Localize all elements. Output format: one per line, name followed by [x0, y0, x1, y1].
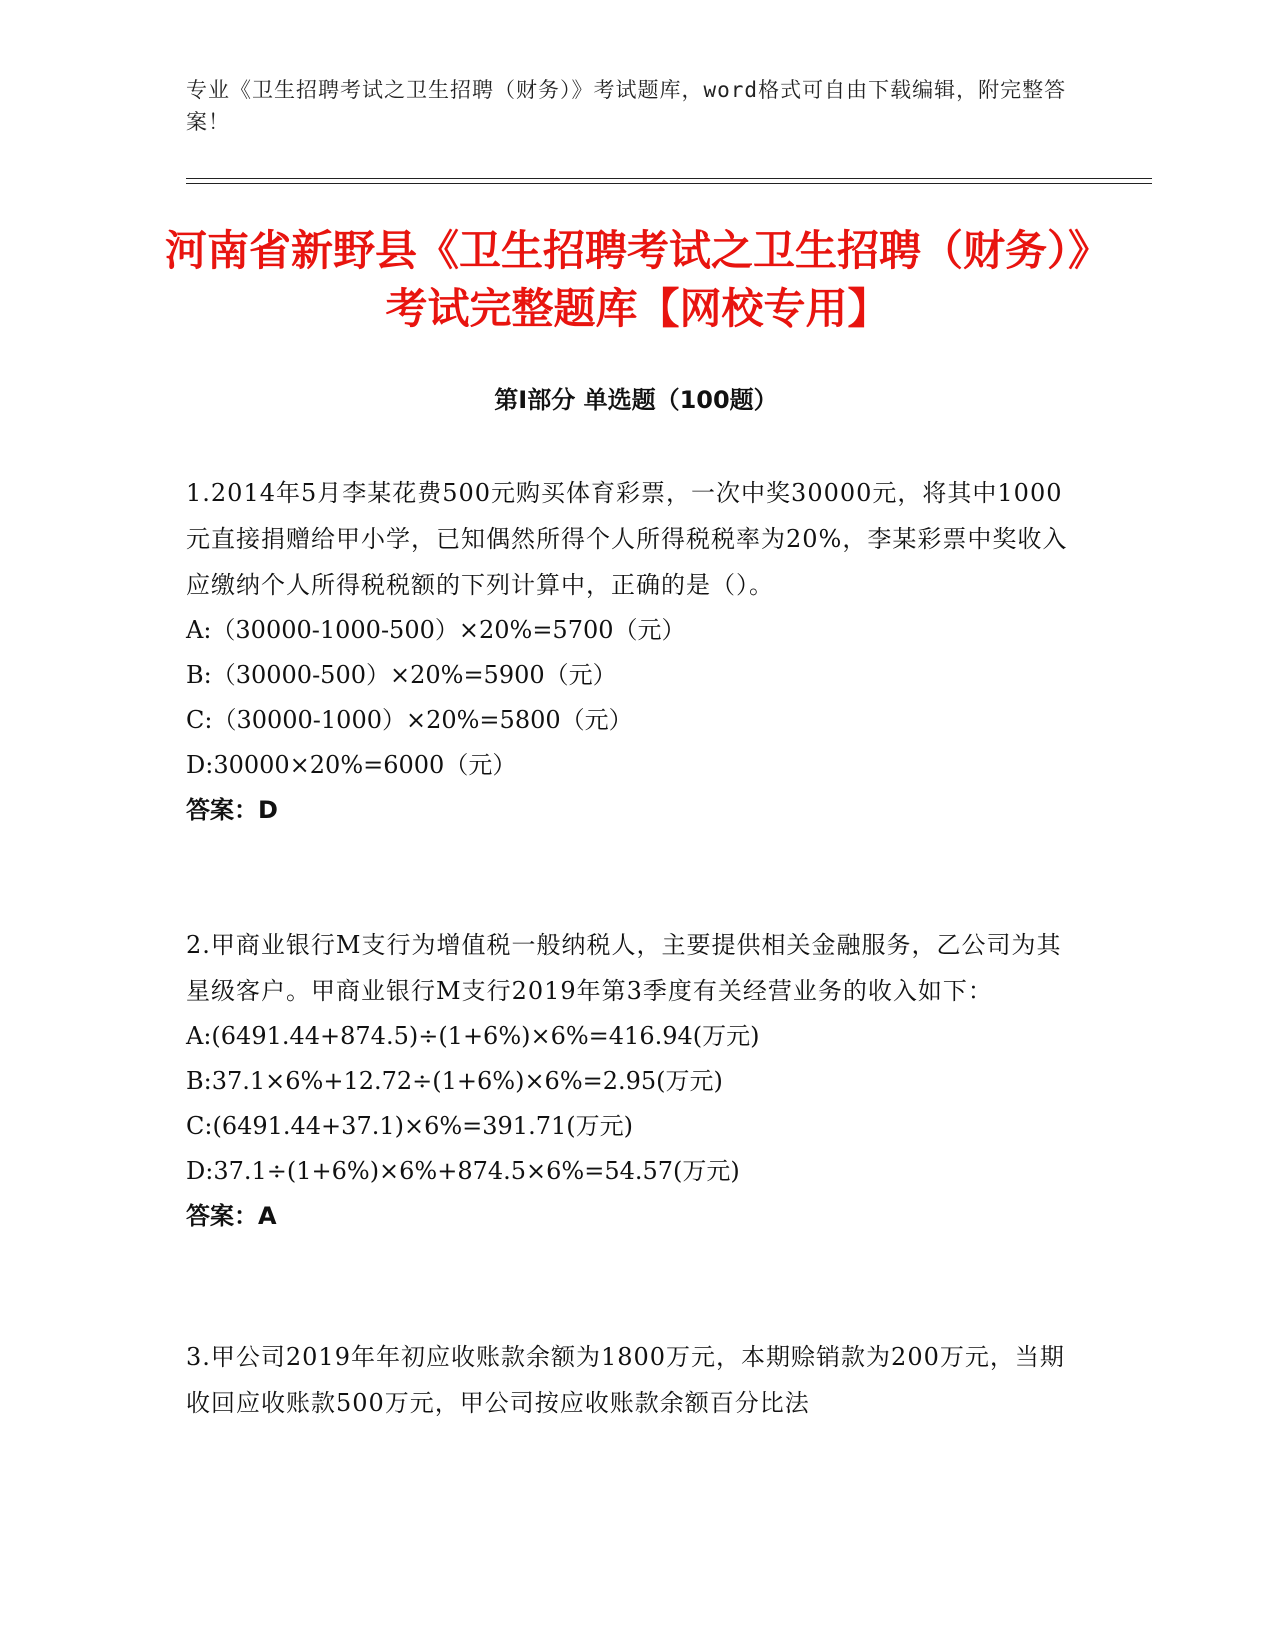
- answer-label: 答案：A: [186, 1202, 277, 1230]
- question-3: [186, 1334, 1086, 1426]
- option-b: B:37.1×6%+12.72÷(1+6%)×6%=2.95(万元): [186, 1067, 723, 1095]
- option-d: D:30000×20%=6000（元）: [186, 751, 517, 779]
- option-a: A:（30000-1000-500）×20%=5700（元）: [186, 616, 686, 644]
- header-rule-bottom: [186, 183, 1152, 184]
- option-c: C:(6491.44+37.1)×6%=391.71(万元): [186, 1112, 633, 1140]
- question-1: [186, 470, 1086, 833]
- question-stem: 3.甲公司2019年年初应收账款余额为1800万元，本期赊销款为200万元，当期收回应收账款500万元，甲公司按应收账款余额百分比法: [186, 1343, 1065, 1417]
- question-stem: 1.2014年5月李某花费500元购买体育彩票，一次中奖30000元，将其中1000元直接捐赠给甲小学，已知偶然所得个人所得税税率为20%，李某彩票中奖收入应缴纳个人所得税税额的下列计算中，正确的是（）。: [186, 479, 1068, 599]
- question-stem: 2.甲商业银行M支行为增值税一般纳税人，主要提供相关金融服务，乙公司为其星级客户。甲商业银行M支行2019年第3季度有关经营业务的收入如下：: [186, 931, 1062, 1005]
- header-note: 专业《卫生招聘考试之卫生招聘（财务）》考试题库，word格式可自由下载编辑，附完整答案！: [186, 78, 1067, 134]
- header-rule-top: [186, 178, 1152, 179]
- option-c: C:（30000-1000）×20%=5800（元）: [186, 706, 633, 734]
- section-heading: 第I部分 单选题（100题）: [494, 386, 778, 414]
- option-a: A:(6491.44+874.5)÷(1+6%)×6%=416.94(万元): [186, 1022, 760, 1050]
- document-title: 河南省新野县《卫生招聘考试之卫生招聘（财务）》考试完整题库【网校专用】: [164, 226, 1110, 333]
- option-b: B:（30000-500）×20%=5900（元）: [186, 661, 617, 689]
- answer-label: 答案：D: [186, 796, 278, 824]
- question-2: [186, 922, 1086, 1239]
- option-d: D:37.1÷(1+6%)×6%+874.5×6%=54.57(万元): [186, 1157, 740, 1185]
